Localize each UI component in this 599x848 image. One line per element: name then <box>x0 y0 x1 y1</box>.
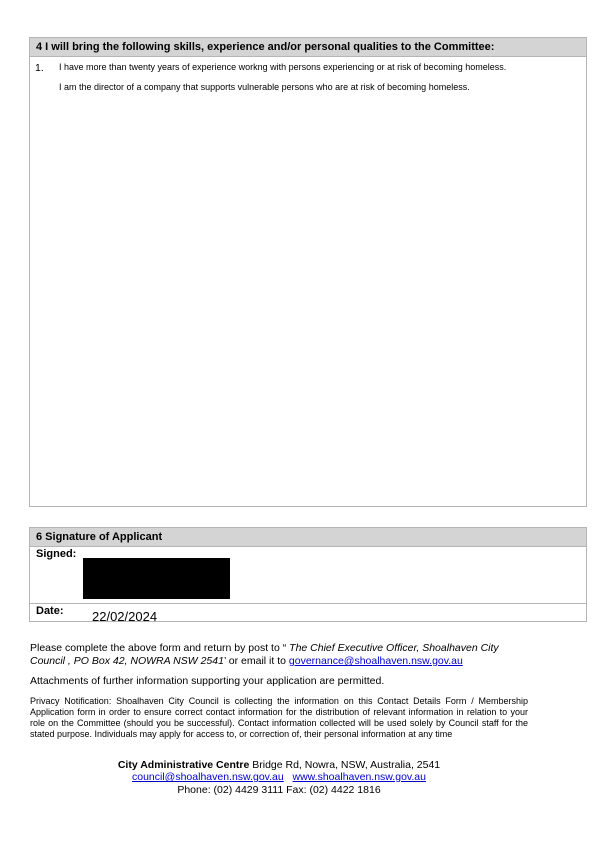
recipient-address: The Chief Executive Officer, Shoalhaven City Council , PO Box 42, NOWRA NSW 2541 <box>30 642 499 667</box>
signature-section <box>29 527 587 622</box>
footer-phone: Phone: (02) 4429 3111 Fax: (02) 4422 1816 <box>177 784 381 796</box>
governance-email-link[interactable]: governance@shoalhaven.nsw.gov.au <box>288 655 463 667</box>
skills-line-1: I have more than twenty years of experience workng with persons experiencing or at risk of becoming homeless. <box>59 62 507 72</box>
street-address: Bridge Rd, Nowra, NSW, Australia, 2541 <box>249 759 441 771</box>
signature-heading: 6 Signature of Applicant <box>30 528 586 547</box>
council-email-link[interactable]: council@shoalhaven.nsw.gov.au <box>132 771 284 783</box>
privacy-notification: Privacy Notification: Shoalhaven City Council is collecting the information on this Contact Details Form / Membership Application form in order to ensure correct contact information for the distribution of relevant information in relation to your role on the Committee (should you be successful). Contact information collected will be used solely by Council staff for the stated purpose. Individuals may apply for access to, or correction of, their personal information at any time <box>30 696 528 739</box>
redacted-signature <box>83 558 230 599</box>
signed-label: Signed: <box>36 548 77 560</box>
footer-links <box>30 771 528 784</box>
return-instructions: Please complete the above form and return by post to “ The Chief Executive Officer, Shoalhaven City Council , PO Box 42, NOWRA NSW 2541’ or email it to governance@shoalhaven.nsw.gov.au <box>30 642 499 667</box>
skills-section <box>29 37 587 507</box>
date-label: Date: <box>36 605 64 617</box>
skills-line-2: I am the director of a company that supports vulnerable persons who are at risk of becoming homeless. <box>59 82 470 92</box>
attachments-note: Attachments of further information supporting your application are permitted. <box>30 675 385 687</box>
item-number: 1. <box>35 62 44 74</box>
date-value: 22/02/2024 <box>92 609 158 624</box>
centre-name: City Administrative Centre <box>117 759 250 771</box>
website-link[interactable]: www.shoalhaven.nsw.gov.au <box>292 771 426 783</box>
skills-heading: 4 I will bring the following skills, experience and/or personal qualities to the Committee: <box>30 38 586 57</box>
signature-divider <box>30 603 586 604</box>
